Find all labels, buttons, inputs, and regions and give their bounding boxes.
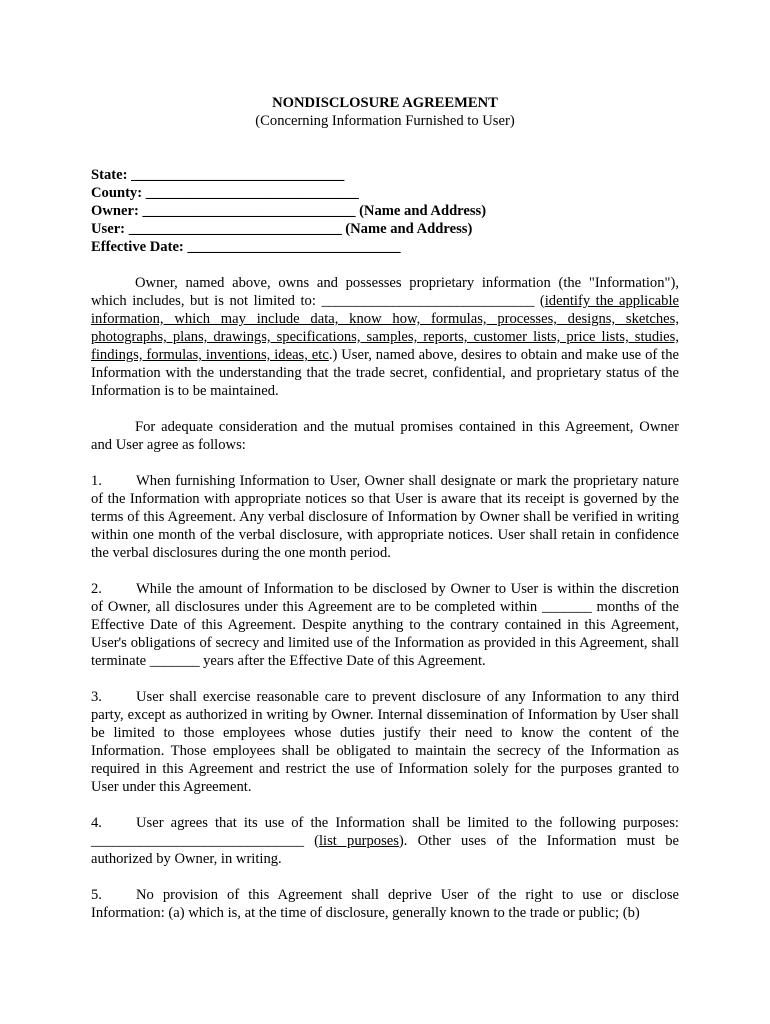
effective-date-label: Effective Date: <box>91 239 184 255</box>
document-title: NONDISCLOSURE AGREEMENT <box>272 95 498 111</box>
section-4-number: 4. <box>91 815 102 831</box>
owner-field <box>91 202 679 220</box>
section-1-number: 1. <box>91 473 102 489</box>
section-2-months-blank[interactable]: _______ <box>542 599 592 615</box>
county-blank[interactable]: ______________________________ <box>145 185 359 201</box>
owner-blank[interactable]: ______________________________ <box>142 203 356 219</box>
section-3-text: User shall exercise reasonable care to prevent disclosure of any Information to any third party, except as authorized in writing by Owner. Internal dissemination of Information by User shall be limited to those employees whose duties justify their need to know the content of the Information. Those employees shall be obligated to maintain the secrecy of the Information as required in this Agreement and restrict the use of Information solely for the purposes granted to User under this Agreement. <box>91 689 679 795</box>
section-4-purposes-blank[interactable]: ______________________________ <box>91 833 304 849</box>
section-1 <box>91 472 679 562</box>
intro-instructions: identify the applicable information, which may include data, know how, formulas, processes, designs, sketches, photographs, plans, drawings, specifications, samples, reports, customer lists, price lists, studies, findings, formulas, inventions, ideas, etc <box>91 293 679 363</box>
section-2-text-2: months of the Effective Date of this Agreement. Despite anything to the contrary contained in this Agreement, User's obligations of secrecy and limited use of the Information as provided in this Agreement, shall terminate <box>91 599 679 669</box>
section-3 <box>91 688 679 796</box>
user-blank[interactable]: ______________________________ <box>128 221 342 237</box>
section-2-years-blank[interactable]: _______ <box>149 653 200 669</box>
section-2-text-1: While the amount of Information to be disclosed by Owner to User is within the discretion of Owner, all disclosures under this Agreement are to be completed within <box>91 581 679 615</box>
section-3-number: 3. <box>91 689 102 705</box>
intro-paragraph: Owner, named above, owns and possesses proprietary information (the "Information"), which includes, but is not limited to: ______________________________ (identify the applicable information, which may include data, know how, formulas, processes, designs, sketches, photographs, plans, drawings, specifications, samples, reports, customer lists, price lists, studies, findings, formulas, inventions, ideas, etc.) User, named above, desires to obtain and make use of the Information with the understanding that the trade secret, confidential, and proprietary status of the Information is to be maintained. <box>91 275 679 399</box>
county-label: County: <box>91 185 143 201</box>
section-4 <box>91 814 679 868</box>
document-body <box>91 94 679 940</box>
user-suffix: (Name and Address) <box>345 221 473 237</box>
county-field <box>91 184 679 202</box>
document-subtitle: (Concerning Information Furnished to User) <box>255 113 515 129</box>
consideration-text: For adequate consideration and the mutual promises contained in this Agreement, Owner and User agree as follows: <box>91 419 679 453</box>
intro-text-1: Owner, named above, owns and possesses proprietary information (the "Information"), which includes, but is not limited to: <box>91 275 679 309</box>
section-2 <box>91 580 679 670</box>
intro-blank[interactable]: ______________________________ <box>321 293 535 309</box>
section-5-text: No provision of this Agreement shall deprive User of the right to use or disclose Information: (a) which is, at the time of disclosure, generally known to the trade or public; (b) <box>91 887 679 921</box>
section-1-text: When furnishing Information to User, Owner shall designate or mark the proprietary nature of the Information with appropriate notices so that User is aware that its receipt is governed by the terms of this Agreement. Any verbal disclosure of Information by Owner shall be verified in writing within one month of the verbal disclosure, with appropriate notices. User shall retain in confidence the verbal disclosures during the one month period. <box>91 473 679 561</box>
intro-text-2: .) User, named above, desires to obtain and make use of the Information with the understanding that the trade secret, confidential, and proprietary status of the Information is to be maintained. <box>91 347 679 399</box>
section-4-text-2: ). Other uses of the Information must be authorized by Owner, in writing. <box>91 833 679 867</box>
section-4-text-1: User agrees that its use of the Information shall be limited to the following purposes: <box>136 815 679 831</box>
state-blank[interactable]: ______________________________ <box>131 167 345 183</box>
owner-suffix: (Name and Address) <box>359 203 487 219</box>
section-5 <box>91 886 679 922</box>
state-label: State: <box>91 167 128 183</box>
section-2-text-3: years after the Effective Date of this Agreement. <box>203 653 486 669</box>
section-4-instructions: list purposes <box>319 833 399 849</box>
section-4-open-paren: ( <box>314 833 319 849</box>
consideration-paragraph <box>91 418 679 454</box>
section-5-number: 5. <box>91 887 102 903</box>
user-label: User: <box>91 221 126 237</box>
owner-label: Owner: <box>91 203 139 219</box>
state-field <box>91 166 679 184</box>
user-field <box>91 220 679 238</box>
section-2-number: 2. <box>91 581 102 597</box>
effective-date-blank[interactable]: ______________________________ <box>187 239 401 255</box>
effective-date-field <box>91 238 679 256</box>
header-fields <box>91 166 679 256</box>
